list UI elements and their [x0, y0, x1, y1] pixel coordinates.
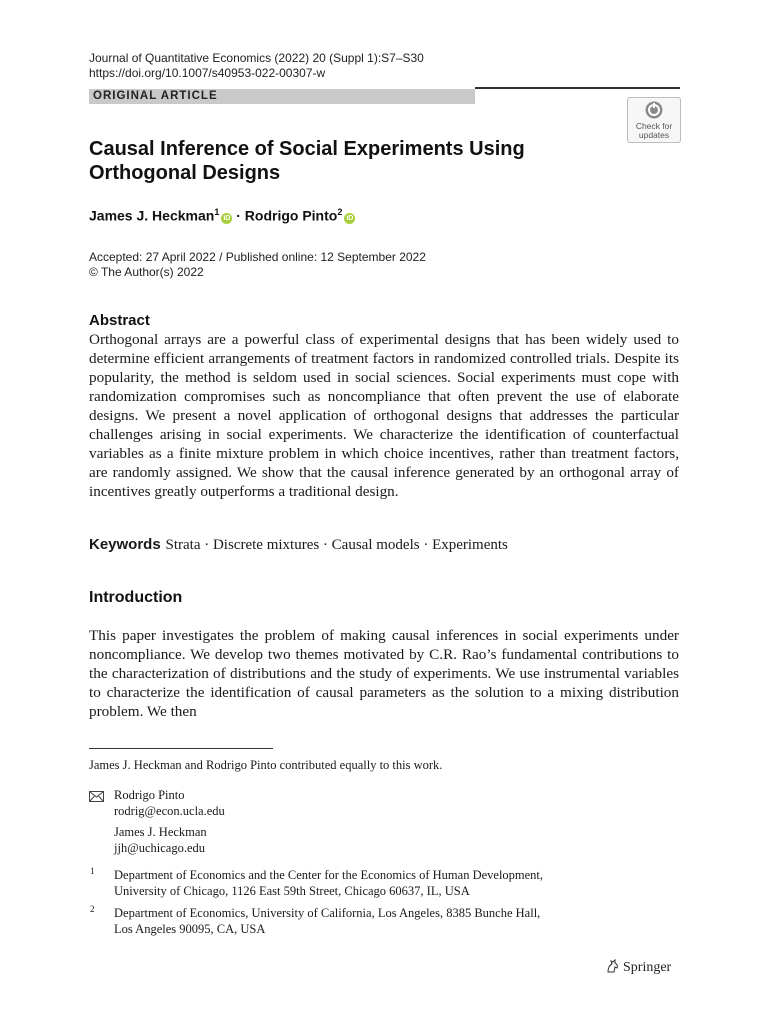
contact-1 [114, 787, 225, 819]
orcid-icon[interactable]: iD [223, 214, 231, 222]
journal-line: Journal of Quantitative Economics (2022) 20 (Suppl 1):S7–S30 [89, 51, 424, 65]
check-label-2: updates [638, 130, 670, 140]
contact-1-email[interactable]: rodrig@econ.ucla.edu [114, 804, 225, 818]
affiliation-2-line-1: Department of Economics, University of California, Los Angeles, 8385 Bunche Hall, [114, 906, 541, 920]
author-1-affiliation: 1 [214, 207, 220, 217]
check-for-updates-icon [644, 100, 664, 120]
copyright: © The Author(s) 2022 [89, 265, 204, 279]
springer-horse-icon [604, 958, 620, 974]
article-title: Causal Inference of Social Experiments Using Orthogonal Designs [89, 138, 525, 184]
accepted-published: Accepted: 27 April 2022 / Published online: 12 September 2022 [89, 250, 426, 264]
contribution-note: James J. Heckman and Rodrigo Pinto contributed equally to this work. [89, 758, 443, 772]
author-2-affiliation: 2 [337, 207, 343, 217]
affiliation-2-line-2: Los Angeles 90095, CA, USA [114, 922, 266, 936]
author-list [89, 207, 355, 224]
affiliation-2-number: 2 [90, 904, 95, 914]
publisher-name: Springer [623, 960, 672, 975]
doi-link[interactable]: https://doi.org/10.1007/s40953-022-00307-w [89, 66, 326, 80]
check-label-1: Check for [635, 121, 673, 131]
author-1-name[interactable]: James J. Heckman [89, 207, 215, 224]
check-for-updates-badge[interactable] [627, 97, 681, 143]
orcid-icon[interactable]: iD [346, 214, 354, 222]
keywords [89, 535, 508, 554]
article-type: ORIGINAL ARTICLE [93, 90, 218, 102]
author-separator: · [232, 207, 245, 224]
affiliation-1 [114, 867, 543, 899]
contact-1-name: Rodrigo Pinto [114, 788, 185, 802]
introduction-text: This paper investigates the problem of making causal inferences in social experiments under noncompliance. We develop two themes motivated by C.R. Rao’s fundamental contributions to the characterization of distributions and the study of experiments. We use instrumental variables to characterize the identification of causal parameters as the solution to a mixing distribution problem. We then [89, 627, 679, 720]
affiliation-1-line-1: Department of Economics and the Center for the Economics of Human Development, [114, 868, 544, 882]
article-type-banner [89, 89, 475, 104]
contact-2-email[interactable]: jjh@uchicago.edu [114, 841, 205, 855]
affiliation-2 [114, 905, 540, 937]
affiliation-1-number: 1 [90, 866, 95, 876]
abstract-heading: Abstract [89, 312, 150, 329]
envelope-icon [89, 791, 104, 802]
journal-citation [89, 51, 424, 81]
publication-dates [89, 250, 426, 280]
keywords-text: Strata · Discrete mixtures · Causal models · Experiments [165, 537, 508, 553]
springer-logo [604, 958, 671, 976]
abstract-text: Orthogonal arrays are a powerful class of experimental designs that has been widely used to determine efficient arrangements of treatment factors in randomized controlled trials. Despite its popularity, the method is seldom used in social sciences. Social experiments must cope with randomization compromises such as noncompliance that often prevent the use of elaborate designs. We present a novel application of orthogonal designs that addresses the particular challenges arising in social experiments. We characterize the identification of counterfactual variables as a finite mixture problem in which choice incentives, rather than treatment factors, are randomly assigned. We show that the causal inference generated by an orthogonal array of incentives greatly outperforms a traditional design. [89, 331, 679, 500]
author-2-name[interactable]: Rodrigo Pinto [244, 207, 338, 224]
introduction-heading: Introduction [89, 589, 183, 606]
header-rule [475, 87, 680, 89]
affiliation-1-line-2: University of Chicago, 1126 East 59th Street, Chicago 60637, IL, USA [114, 884, 470, 898]
contact-2 [114, 824, 207, 856]
footnote-rule [89, 748, 273, 749]
keywords-label: Keywords [89, 536, 161, 553]
contact-2-name: James J. Heckman [114, 825, 207, 839]
